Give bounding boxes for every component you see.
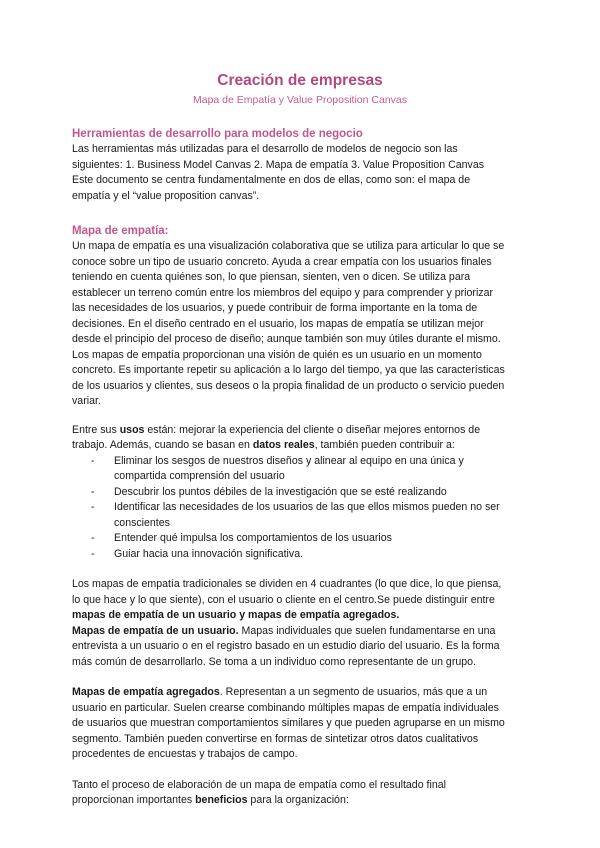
list-item-text: Eliminar los sesgos de nuestros diseños y alinear al equipo en una única y compartida comprensión del usuario <box>114 454 464 482</box>
paragraph-usos <box>72 423 528 454</box>
list-item <box>91 547 528 563</box>
dash-marker: - <box>91 485 95 498</box>
beneficios-text-1: Tanto el proceso de elaboración de un mapa de empatía como el resultado final proporcionan importantes <box>72 778 446 806</box>
list-item-text: Entender qué impulsa los comportamientos de los usuarios <box>114 532 392 544</box>
datos-reales-bold: datos reales <box>252 439 315 451</box>
tipos-text-1: Los mapas de empatía tradicionales se dividen en 4 cuadrantes (lo que dice, lo que piensa, lo que hace y lo que siente), con el usuario o cliente en el centro.Se puede distinguir entre <box>72 578 502 606</box>
usos-text-1: Entre sus <box>72 423 120 436</box>
list-item <box>91 500 528 531</box>
benefits-list <box>72 454 528 563</box>
document-subtitle: Mapa de Empatía y Value Proposition Canvas <box>192 94 407 106</box>
list-item <box>91 485 528 501</box>
list-item <box>91 531 528 547</box>
beneficios-text-2: para la organización: <box>247 794 349 806</box>
tipos-bold-2: Mapas de empatía de un usuario. <box>72 624 239 637</box>
section-heading-herramientas: Herramientas de desarrollo para modelos de negocio <box>72 128 363 140</box>
paragraph-mapa-empatia: Un mapa de empatía es una visualización colaborativa que se utiliza para articular lo que se conoce sobre un tipo de usuario concreto. Ayuda a crear empatía con los usuarios finales teniendo en cuenta quiénes son, lo que piensan, sienten, ven o dicen. Se utiliza para establecer un terreno común entre los miembros del equipo y para comprender y priorizar las necesidades de los usuarios, y puede contribuir de forma importante en la toma de decisiones. En el diseño centrado en el usuario, los mapas de empatía se utilizan mejor desde el principio del proceso de diseño; aunque también son muy útiles durante el mismo. Los mapas de empatía proporcionan una visión de quién es un usuario en un momento concreto. Es importante repetir su aplicación a lo largo del tiempo, ya que las características de los usuarios y clientes, sus deseos o la propia finalidad de un producto o servicio pueden variar. <box>72 240 505 407</box>
usos-bold: usos <box>119 423 145 436</box>
list-item <box>91 454 528 485</box>
dash-marker: - <box>91 547 95 560</box>
paragraph-agregados <box>72 685 528 763</box>
tipos-text-2: Mapas individuales que suelen fundamentarse en una entrevista a un usuario o en el registro basado en un estudio diario del usuario. Es la forma más común de desarrollarlo. Se toma a un individuo como representante de un grupo. <box>72 624 500 668</box>
dash-marker: - <box>91 501 95 513</box>
dash-marker: - <box>91 454 95 467</box>
agregados-bold: Mapas de empatía agregados <box>72 686 220 698</box>
list-item-text: Descubrir los puntos débiles de la investigación que se esté realizando <box>114 485 447 498</box>
paragraph-beneficios <box>72 778 528 809</box>
tipos-bold-1: mapas de empatía de un usuario y mapas de empatía agregados. <box>72 609 400 621</box>
usos-text-3: , también pueden contribuir a: <box>314 439 455 451</box>
list-item-text: Identificar las necesidades de los usuarios de las que ellos mismos pueden no ser conscientes <box>114 501 500 529</box>
beneficios-bold: beneficios <box>195 794 248 806</box>
paragraph-tipos <box>72 577 528 670</box>
list-item-text: Guiar hacia una innovación significativa. <box>114 547 304 560</box>
section-heading-mapa-empatia: Mapa de empatía: <box>72 225 169 237</box>
usos-text-2: están: mejorar la experiencia del cliente o diseñar mejores entornos de trabajo. Además, cuando se basan en <box>72 423 481 451</box>
dash-marker: - <box>91 532 95 544</box>
paragraph-herramientas: Las herramientas más utilizadas para el desarrollo de modelos de negocio son las siguientes: 1. Business Model Canvas 2. Mapa de empatía 3. Value Proposition Canvas Este documento se centra fundamentalmente en dos de ellas, como son: el mapa de empatía y el “value proposition canvas”. <box>72 143 485 202</box>
agregados-text: . Representan a un segmento de usuarios, más que a un usuario en particular. Suelen crearse combinando múltiples mapas de empatía individuales de usuarios que muestran comportamientos similares y que pueden agruparse en un mismo segmento. También pueden convertirse en formas de sintetizar otros datos cualitativos procedentes de encuestas y trabajos de campo. <box>72 686 505 760</box>
document-title: Creación de empresas <box>217 72 383 89</box>
